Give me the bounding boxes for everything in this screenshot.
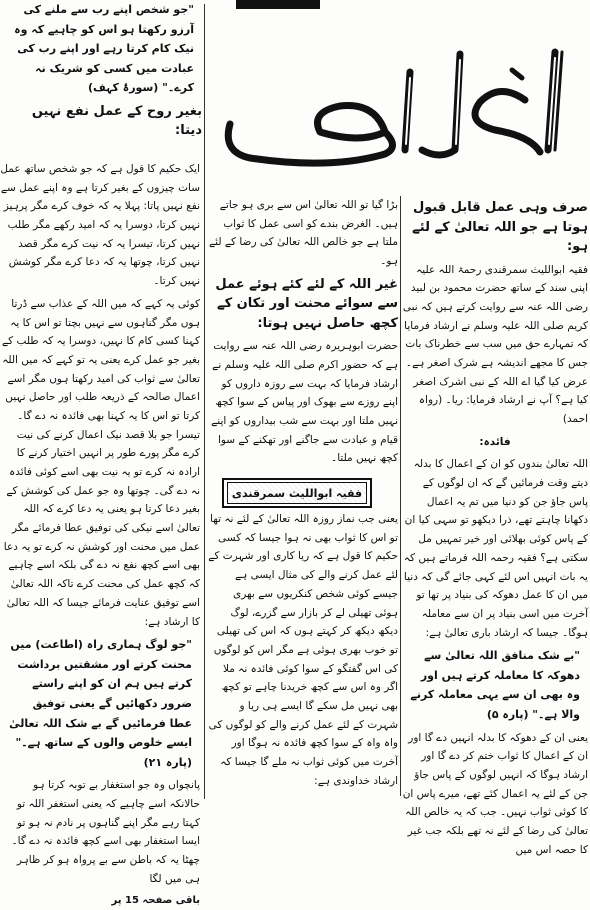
- left-paragraph: پانچواں وہ جو استغفار بے توبہ کرتا ہو حالانکہ اسے چاہیے کہ یعنی استغفر اللہ تو کہتا رہے مگر اپنے گناہوں پر نادم نہ ہو تو ایسا استغفار بھی اسے کچھ فائدہ نہ دے گا۔ چھٹا یہ کہ باطن سے بے پرواہ ہو کر ظاہر ہی میں لگا: [11, 779, 200, 885]
- column-divider-right: [400, 196, 401, 796]
- author-banner: [222, 478, 372, 508]
- left-quote: "جو لوگ ہماری راہ (اطاعت) میں محنت کرتے اور مشقتیں برداشت کرتے ہیں ہم ان کو اپنے راستے ضرور دکھائیں گے یعنی توفیق عطا فرمائیں گے بے شک اللہ تعالیٰ ایسے خلوص والوں کے ساتھ ہے۔" (پارہ ۲۱): [9, 638, 192, 769]
- masthead-title: [586, 32, 587, 33]
- left-column-top: [6, 0, 202, 160]
- left-paragraph: کوئی یہ کہے کہ میں اللہ کے عذاب سے ڈرتا ہوں مگر گناہوں سے نہیں بچتا تو اس کا یہ کہنا کسی کام کا نہیں، دوسرا یہ کہ طلب کے بغیر جو عمل کرے یعنی یہ تو کہے کہ میں اللہ تعالیٰ سے ثواب کی امید رکھتا ہوں مگر اسے اعمال صالحہ کے ذریعہ طلب اور حاصل نہیں کرتا تو اس کا یہ کہنا بھی فائدہ نہ دے گا۔ تیسرا جو بلا قصد نیک اعمال کرنے کی نیت کرے مگر پورے طور پر انہیں اختیار کرنے کا ارادہ نہ کرے تو یہ نیت بھی اسے کوئی فائدہ نہ دے گی۔ چوتھا وہ جو عمل کی کوشش کے بغیر دعا کرتا ہو یعنی یہ دعا کرے کہ اللہ تعالیٰ اسے نیکی کی توفیق عطا فرمائے مگر عمل میں محنت اور کوشش نہ کرے تو یہ دعا بھی اسے کچھ نفع نہ دے گی بلکہ اسے چاہیے کہ کچھ عمل کی محنت کرے تاکہ اللہ تعالیٰ اسے توفیق عنایت فرمائے جیسا کہ اللہ تعالیٰ کا ارشاد ہے:: [2, 297, 200, 628]
- middle-heading: غیر اللہ کے لئے کئے ہوئے عمل سے سوائے محنت اور تکان کے کچھ حاصل نہیں ہوتا:: [215, 276, 398, 331]
- middle-paragraph: حضرت ابوہریرہ رضی اللہ عنہ سے روایت ہے کہ حضور اکرم صلی اللہ علیہ وسلم نے ارشاد فرمایا کہ بہت سے روزہ داروں کو اپنے روزے سے بھوک اور پیاس کے سوا کچھ نہیں ملتا اور بہت سے شب بیداروں کو اپنے قیام و عبادت سے جاگنے اور تھکنے کے سوا کچھ نہیں ملتا۔: [211, 340, 398, 465]
- right-column: [402, 196, 588, 856]
- right-paragraph: یعنی ان کے دھوکہ کا بدلہ انہیں دے گا اور ان کے اعمال کا ثواب ختم کر دے گا اور ارشاد ہوگا کہ انہیں لوگوں کے پاس جاؤ جن کے لئے یہ اعمال کئے تھے، میرے پاس ان کا کوئی ثواب نہیں۔ جب کہ یہ خالص اللہ تعالیٰ کی رضا کے لئے نہ تھے بلکہ جب غیر کا حصہ اس میں: [402, 731, 588, 856]
- right-paragraph: فقیہ ابواللیث سمرقندی رحمۃ اللہ علیہ اپنی سند کے ساتھ حضرت محمود بن لبید رضی اللہ عنہ سے روایت کرتے ہیں کہ نبی کریم صلی اللہ علیہ وسلم نے ارشاد فرمایا کہ تمہارے حق میں سب سے خطرناک بات جس کا مجھے اندیشہ ہے شرک اصغر ہے۔ عرض کیا گیا اے اللہ کے نبی اشرک اصغر کیا ہے؟ آپ نے ارشاد فرمایا: ریا۔ (رواہ احمد): [402, 263, 588, 425]
- middle-paragraph: یعنی جب نماز روزہ اللہ تعالیٰ کے لئے نہ تھا تو اس کا ثواب بھی نہ ہوا جیسا کہ کسی حکیم کا قول ہے کہ ریا کاری اور شہرت کے لئے عمل کرنے والے کی مثال ایسی ہے جیسے کوئی شخص کنکریوں سے بھری ہوئی تھیلی لے کر بازار سے گزرے، لوگ دیکھ دیکھ کر کہتے ہوں کہ اس کی تھیلی تو خوب بھری ہوئی ہے مگر اس کو لوگوں کی اس گفتگو کے سوا کوئی فائدہ نہ ملا اگر وہ اس سے کچھ خریدنا چاہے تو کچھ بھی نہیں مل سکے گا ایسے ہی ریا و شہرت کے لئے عمل کرنے والے کو لوگوں کی واہ واہ کے سوا کچھ فائدہ نہ ہوگا اور آخرت میں کوئی ثواب نہ ملے گا جیسا کہ ارشاد خداوندی ہے:: [208, 513, 398, 787]
- column-divider-left: [204, 4, 205, 799]
- left-top-quote: "جو شخص اپنے رب سے ملنے کی آرزو رکھتا ہو اس کو چاہیے کہ وہ نیک کام کرتا رہے اور اپنے رب کی عبادت میں کسی کو شریک نہ کرے۔" (سورۂ کہف): [14, 3, 194, 95]
- author-banner-label: فقیہ ابواللیث سمرقندی: [227, 482, 367, 504]
- continued-on-page: باقی صفحہ 15 پر: [111, 895, 200, 907]
- masthead-calligraphy: [210, 32, 586, 182]
- ikhlas-calligraphy-graphic: [210, 32, 586, 182]
- right-paragraph: اللہ تعالیٰ بندوں کو ان کے اعمال کا بدلہ دیتے وقت فرمائیں گے کہ ان لوگوں کے پاس جاؤ جن کو دنیا میں تم یہ اعمال دکھانا چاہتے تھے، ذرا دیکھو تو سہی کیا ان کے پاس کوئی بھلائی اور خیر تمہیں مل سکتی ہے؟ فقیہ رحمہ اللہ فرماتے ہیں کہ یہ بات انہیں اس لئے کہی جائے گی کہ دنیا میں ان کا عمل دھوکہ کی بنیاد پر تھا تو آخرت میں اسی بنیاد پر ان سے معاملہ ہوگا۔ جیسا کہ ارشاد باری تعالیٰ ہے:: [403, 458, 588, 639]
- left-paragraph: ایک حکیم کا قول ہے کہ جو شخص ساتھ عمل سات چیزوں کے بغیر کرتا ہے وہ اپنے عمل سے نفع نہیں پاتا: پہلا یہ کہ خوف کرے مگر پرہیز نہیں کرتا، دوسرا یہ کہ امید رکھے مگر طلب نہیں کرتا، تیسرا یہ کہ نیت کرے مگر قصد نہیں کرتا، چوتھا یہ کہ دعا کرے مگر کوشش نہیں کرتا۔: [0, 163, 200, 288]
- middle-paragraph: بڑا گیا تو اللہ تعالیٰ اس سے بری ہو جاتے ہیں۔ الغرض بندے کو اسی عمل کا ثواب ملتا ہے جو خالص اللہ تعالیٰ کی رضا کے لئے ہو۔: [209, 199, 398, 268]
- top-header-bar: [236, 0, 320, 9]
- right-quote: "بے شک منافق اللہ تعالیٰ سے دھوکہ کا معاملہ کرتے ہیں اور وہ بھی ان سے یہی معاملہ کرنے والا ہے۔" (پارہ ۵): [410, 649, 580, 721]
- left-top-heading: بغیر روح کے عمل نفع نہیں دیتا:: [31, 103, 202, 139]
- right-heading: صرف وہی عمل قابل قبول ہوتا ہے جو اللہ تعالیٰ کے لئے ہو:: [412, 200, 588, 254]
- left-column: [0, 160, 200, 907]
- right-label: فائدہ:: [479, 435, 511, 448]
